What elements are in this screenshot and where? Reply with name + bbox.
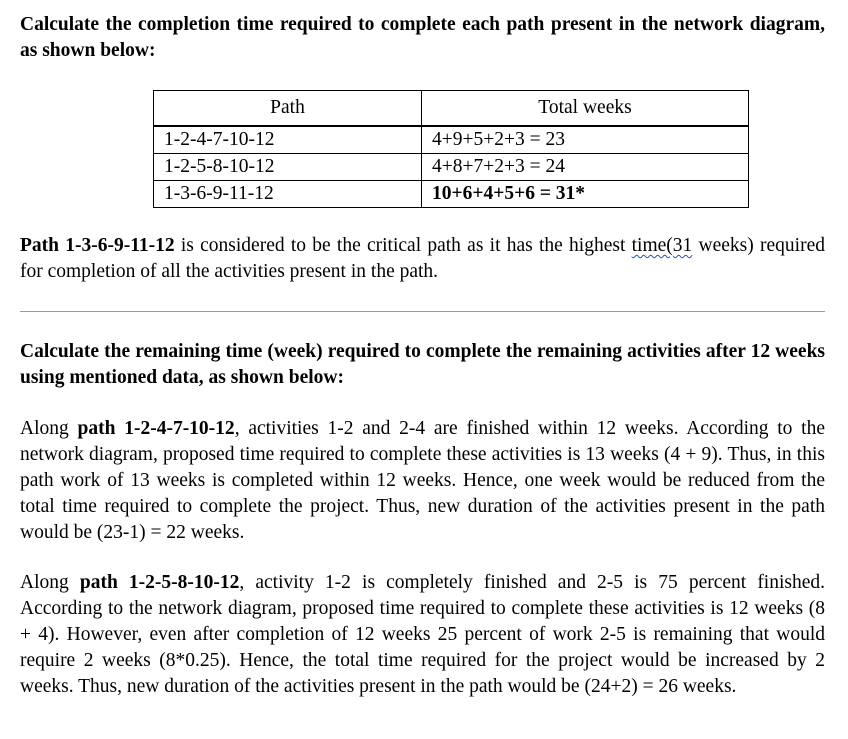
path-a-paragraph bbox=[20, 416, 825, 546]
path-cell: 1-2-5-8-10-12 bbox=[154, 154, 422, 181]
table-header-row bbox=[154, 91, 749, 127]
section2-heading: Calculate the remaining time (week) required to complete the remaining activities after 12 weeks using mentioned data, as shown below: bbox=[20, 341, 825, 388]
path-a-label: path 1-2-4-7-10-12 bbox=[77, 418, 235, 439]
critical-path-label: Path 1-3-6-9-11-12 bbox=[20, 235, 175, 256]
path-b-lead: Along bbox=[20, 572, 80, 593]
spellcheck-flagged-word: time(31 bbox=[631, 235, 693, 256]
section-divider bbox=[20, 311, 825, 312]
column-header-total-weeks: Total weeks bbox=[422, 91, 749, 127]
path-b-paragraph bbox=[20, 570, 825, 700]
intro-heading: Calculate the completion time required to complete each path present in the network diagram, as shown below: bbox=[20, 14, 825, 61]
path-table bbox=[153, 90, 749, 208]
path-a-text: , activities 1-2 and 2-4 are finished within 12 weeks. According to the network diagram, proposed time required to complete these activities is 13 weeks (4 + 9). Thus, in this path work of 13 weeks is completed within 12 weeks. Hence, one week would be reduced from the total time required to complete the project. Thus, new duration of the activities present in the path would be (23-1) = 22 weeks. bbox=[20, 418, 826, 543]
table-row bbox=[154, 126, 749, 154]
critical-path-paragraph bbox=[20, 233, 825, 285]
path-a-lead: Along bbox=[20, 418, 78, 439]
total-weeks-cell: 4+9+5+2+3 = 23 bbox=[422, 126, 749, 154]
critical-text-b: weeks) required for completion of all the activities present in the path. bbox=[20, 235, 825, 282]
path-b-label: path 1-2-5-8-10-12 bbox=[79, 572, 240, 593]
path-b-text: , activity 1-2 is completely finished and 2-5 is 75 percent finished. According to the network diagram, proposed time required to complete these activities is 12 weeks (8 + 4). However, even after completion of 12 weeks 25 percent of work 2-5 is remaining that would require 2 weeks (8*0.25). Hence, the total time required for the project would be increased by 2 weeks. Thus, new duration of the activities present in the path would be (24+2) = 26 weeks. bbox=[20, 572, 826, 697]
path-cell: 1-3-6-9-11-12 bbox=[154, 181, 422, 208]
total-weeks-cell-critical: 10+6+4+5+6 = 31* bbox=[422, 181, 749, 208]
critical-text-a: is considered to be the critical path as it has the highest bbox=[174, 235, 632, 256]
total-weeks-cell: 4+8+7+2+3 = 24 bbox=[422, 154, 749, 181]
table-row bbox=[154, 181, 749, 208]
column-header-path: Path bbox=[154, 91, 422, 127]
path-cell: 1-2-4-7-10-12 bbox=[154, 126, 422, 154]
table-row bbox=[154, 154, 749, 181]
